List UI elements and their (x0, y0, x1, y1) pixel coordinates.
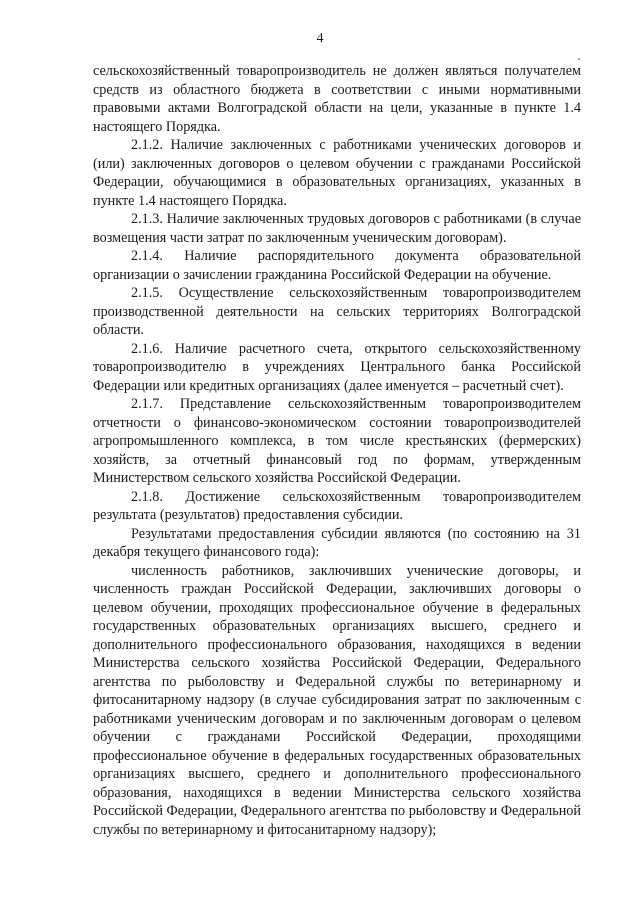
paragraph-2-1-6: 2.1.6. Наличие расчетного счета, открытого сельскохозяйственному товаропроизводителю в учреждениях Центрального банка Российской Федерации или кредитных организациях (далее именуется – расчетный счет). (93, 340, 581, 394)
document-body (93, 62, 581, 839)
paragraph-results-item: численность работников, заключивших ученические договоры, и численность граждан Российской Федерации, заключивших договоры о целевом обучении, проходящих профессиональное обучение в федеральных государственных образовательных организациях высшего, среднего и дополнительного профессионального образования, находящихся в ведении Министерства сельского хозяйства Российской Федерации, Федерального агентства по рыболовству и Федеральной службы по ветеринарному и фитосанитарному надзору (в случае субсидирования затрат по заключенным с работниками ученическим договорам и по заключенным договорам о целевом обучении с гражданами Российской Федерации, проходящими профессиональное обучение в федеральных государственных образовательных организациях высшего, среднего и дополнительного профессионального образования, находящихся в ведении Министерства сельского хозяйства Российской Федерации, Федерального агентства по рыболовству и Федеральной службы по ветеринарному и фитосанитарному надзору); (93, 562, 581, 838)
paragraph-2-1-7: 2.1.7. Представление сельскохозяйственным товаропроизводителем отчетности о финансово-экономическом состоянии товаропроизводителей агропромышленного комплекса, в том числе крестьянских (фермерских) хозяйств, за отчетный финансовый год по формам, утвержденным Министерством сельского хозяйства Российской Федерации. (93, 396, 581, 486)
paragraph-2-1-2: 2.1.2. Наличие заключенных с работниками ученических договоров и (или) заключенных договоров о целевом обучении с гражданами Российской Федерации, обучающимися в образовательных организациях, указанных в пункте 1.4 настоящего Порядка. (93, 137, 581, 209)
paragraph-2-1-4: 2.1.4. Наличие распорядительного документа образовательной организации о зачислении гражданина Российской Федерации на обучение. (93, 248, 581, 283)
paragraph-2-1-3: 2.1.3. Наличие заключенных трудовых договоров с работниками (в случае возмещения части затрат по заключенным ученическим договорам). (93, 211, 581, 246)
paragraph-continuation: сельскохозяйственный товаропроизводитель не должен являться получателем средств из областного бюджета в соответствии с иными нормативными правовыми актами Волгоградской области на цели, указанные в пункте 1.4 настоящего Порядка. (93, 63, 581, 135)
paragraph-2-1-8: 2.1.8. Достижение сельскохозяйственным товаропроизводителем результата (результатов) предоставления субсидии. (93, 488, 581, 523)
page-number: 4 (316, 31, 324, 46)
paragraph-2-1-5: 2.1.5. Осуществление сельскохозяйственным товаропроизводителем производственной деятельности на сельских территориях Волгоградской области. (93, 285, 581, 338)
paragraph-results-intro: Результатами предоставления субсидии являются (по состоянию на 31 декабря текущего финансового года): (93, 525, 581, 560)
scan-speck (578, 58, 580, 60)
